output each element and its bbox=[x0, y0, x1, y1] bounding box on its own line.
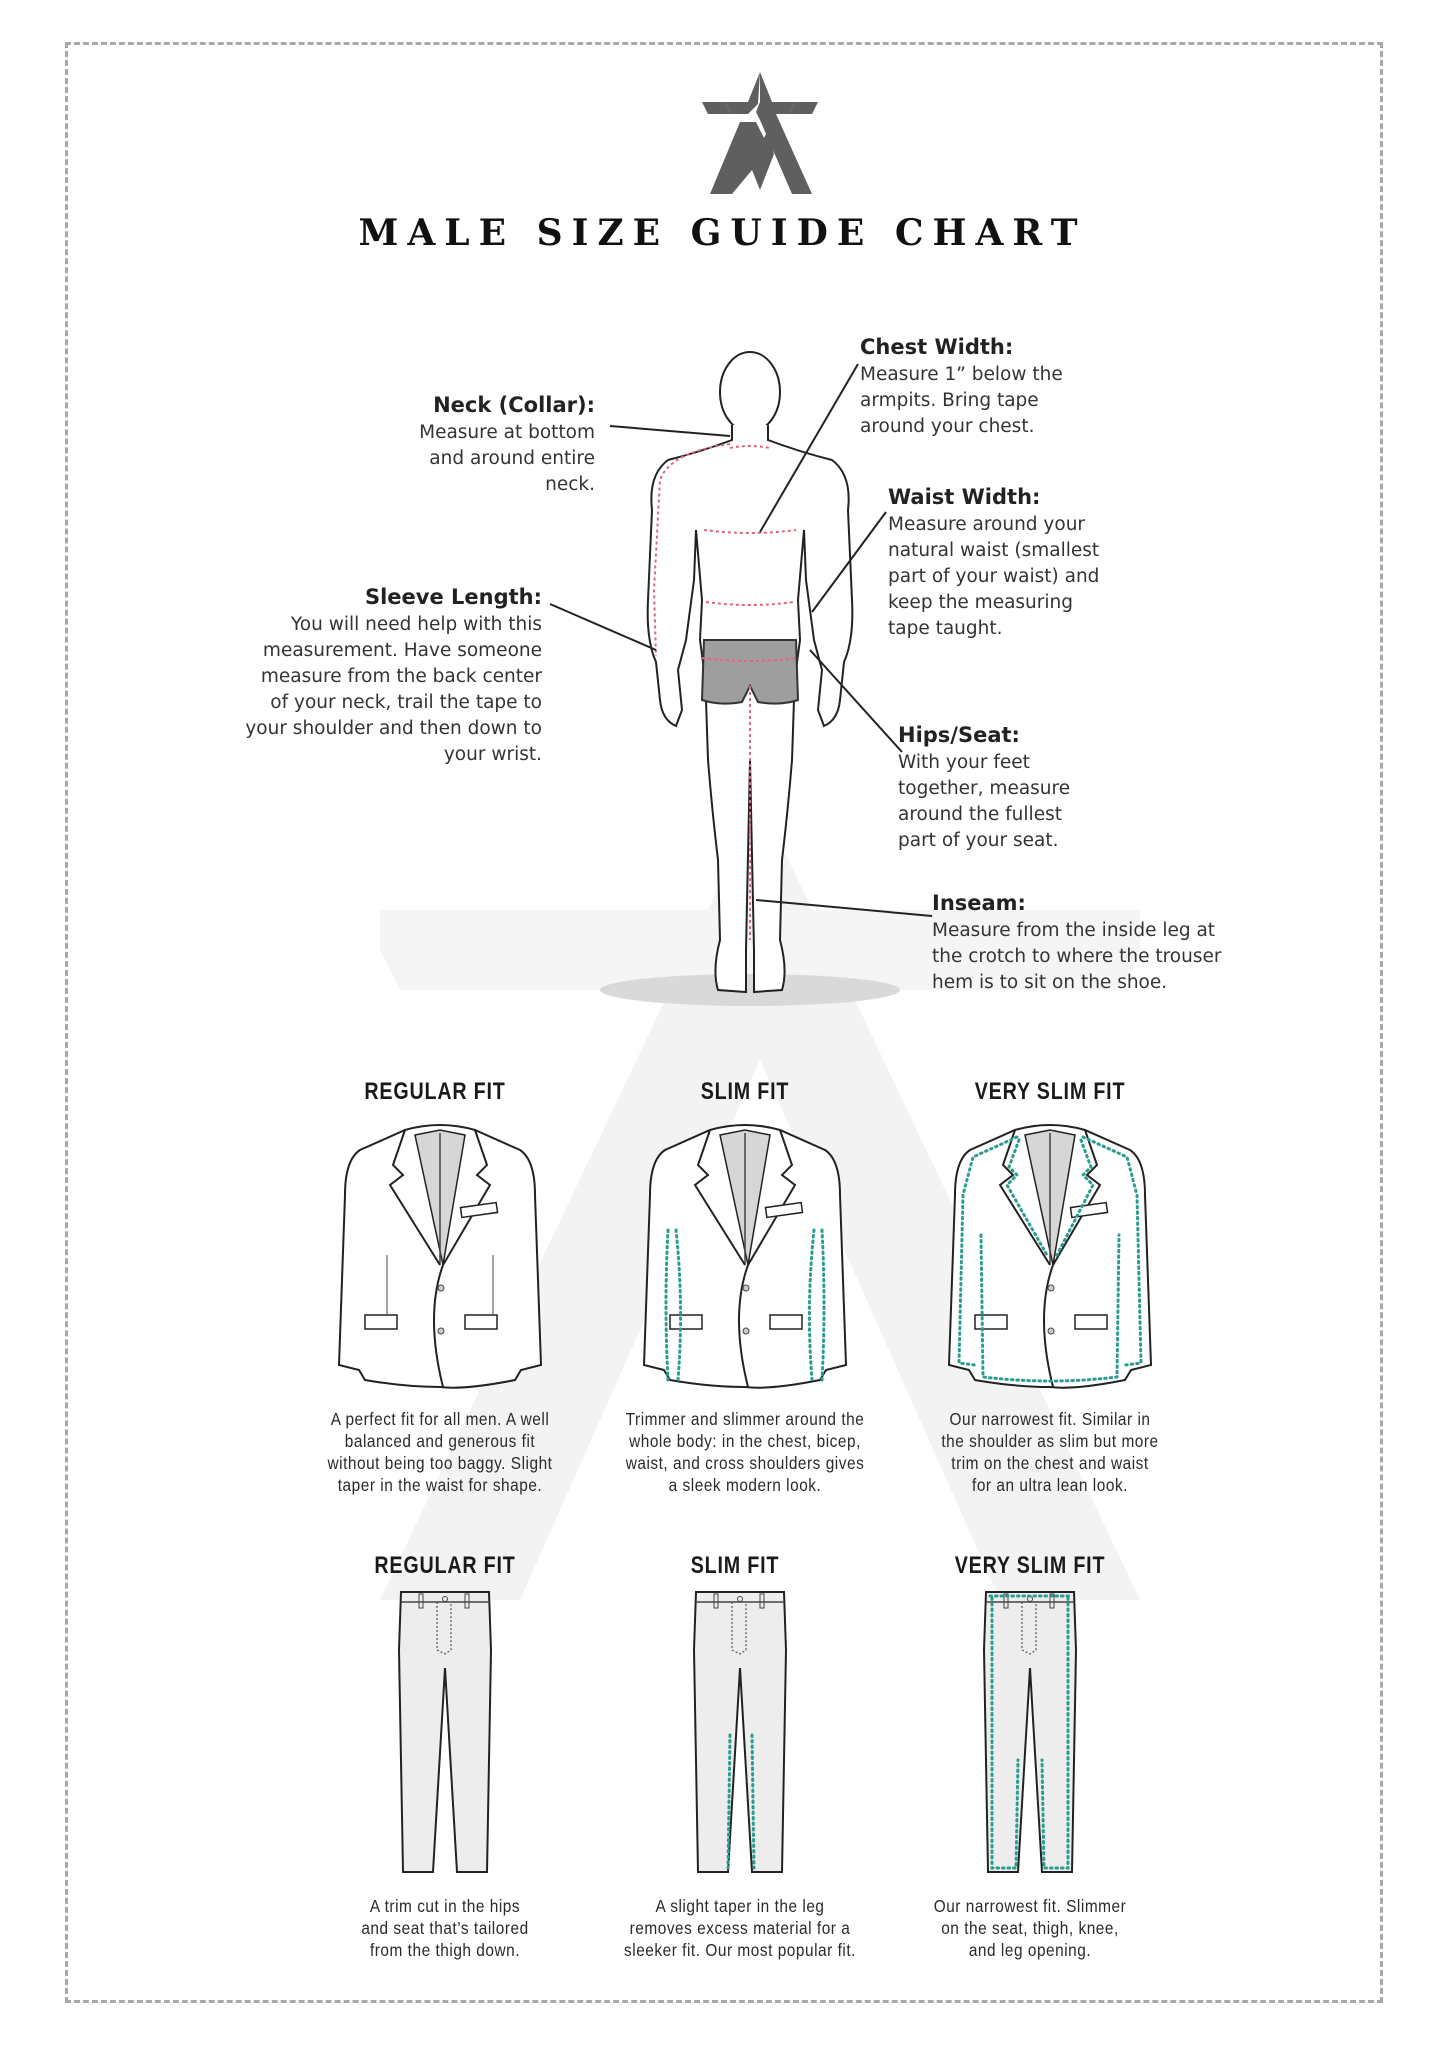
jacket-slim-fit-title: SLIM FIT bbox=[700, 1078, 790, 1105]
callout-hips-seat bbox=[898, 722, 1138, 854]
description-line: on the seat, thigh, knee, bbox=[941, 1918, 1119, 1938]
description-line: waist, and cross shoulders gives bbox=[625, 1453, 865, 1473]
callout-text: part of your seat. bbox=[898, 830, 1059, 851]
jacket-slim-fit-illustration bbox=[640, 1115, 850, 1395]
trouser-slim-fit-illustration bbox=[690, 1590, 790, 1880]
callout-chest-width bbox=[860, 334, 1120, 440]
description-line: A slight taper in the leg bbox=[655, 1896, 825, 1916]
callout-text: armpits. Bring tape bbox=[860, 390, 1039, 411]
callout-text: the crotch to where the trouser bbox=[932, 946, 1222, 967]
callout-heading: Inseam: bbox=[932, 891, 1026, 915]
jacket-very-slim-fit-description bbox=[922, 1408, 1177, 1496]
trouser-very-slim-fit-title: VERY SLIM FIT bbox=[954, 1552, 1106, 1579]
callout-text: You will need help with this bbox=[290, 614, 542, 635]
callout-heading: Waist Width: bbox=[888, 485, 1041, 509]
description-line: balanced and generous fit bbox=[344, 1431, 536, 1451]
description-line: without being too baggy. Slight bbox=[327, 1453, 553, 1473]
callout-heading: Chest Width: bbox=[860, 335, 1014, 359]
callout-text: measure from the back center bbox=[260, 666, 542, 687]
description-line: for an ultra lean look. bbox=[972, 1475, 1128, 1495]
description-line: trim on the chest and waist bbox=[951, 1453, 1149, 1473]
callout-text: hem is to sit on the shoe. bbox=[932, 972, 1168, 993]
jacket-very-slim-fit-title: VERY SLIM FIT bbox=[974, 1078, 1126, 1105]
trouser-very-slim-fit-illustration bbox=[980, 1590, 1080, 1880]
description-line: and leg opening. bbox=[968, 1940, 1092, 1960]
description-line: from the thigh down. bbox=[369, 1940, 521, 1960]
trouser-regular-fit-description bbox=[326, 1895, 564, 1961]
description-line: whole body: in the chest, bicep, bbox=[629, 1431, 861, 1451]
jacket-regular-fit-illustration bbox=[335, 1115, 545, 1395]
callout-heading: Hips/Seat: bbox=[898, 723, 1020, 747]
callout-heading: Sleeve Length: bbox=[364, 585, 542, 609]
callout-text: natural waist (smallest bbox=[888, 540, 1100, 561]
trouser-regular-fit-title: REGULAR FIT bbox=[374, 1552, 516, 1579]
callout-text: your shoulder and then down to bbox=[245, 718, 542, 739]
jacket-regular-fit-title: REGULAR FIT bbox=[364, 1078, 506, 1105]
callout-inseam bbox=[932, 890, 1252, 996]
callout-text: measurement. Have someone bbox=[262, 640, 542, 661]
trouser-slim-fit-title: SLIM FIT bbox=[690, 1552, 780, 1579]
callout-text: Measure at bottom bbox=[419, 422, 595, 443]
callout-text: Measure from the inside leg at bbox=[932, 920, 1216, 941]
trouser-slim-fit-description bbox=[612, 1895, 867, 1961]
callout-text: part of your waist) and bbox=[888, 566, 1100, 587]
jacket-very-slim-fit-illustration bbox=[945, 1115, 1155, 1395]
brand-logo-mountain-icon bbox=[700, 72, 820, 194]
description-line: Our narrowest fit. Similar in bbox=[949, 1409, 1151, 1429]
callout-sleeve-length bbox=[230, 584, 542, 768]
jacket-regular-fit-description bbox=[312, 1408, 567, 1496]
callout-text: of your neck, trail the tape to bbox=[270, 692, 542, 713]
description-line: removes excess material for a bbox=[629, 1918, 851, 1938]
description-line: A perfect fit for all men. A well bbox=[330, 1409, 550, 1429]
description-line: and seat that’s tailored bbox=[361, 1918, 529, 1938]
callout-text: and around entire bbox=[429, 448, 595, 469]
callout-text: Measure around your bbox=[888, 514, 1086, 535]
description-line: a sleek modern look. bbox=[668, 1475, 822, 1495]
callout-heading: Neck (Collar): bbox=[433, 393, 595, 417]
description-line: Our narrowest fit. Slimmer bbox=[933, 1896, 1127, 1916]
description-line: the shoulder as slim but more bbox=[941, 1431, 1159, 1451]
description-line: Trimmer and slimmer around the bbox=[625, 1409, 865, 1429]
callout-neck bbox=[330, 392, 595, 498]
callout-text: together, measure bbox=[898, 778, 1071, 799]
body-measurement-figure bbox=[560, 340, 940, 1020]
description-line: taper in the waist for shape. bbox=[337, 1475, 543, 1495]
callout-text: Measure 1” below the bbox=[860, 364, 1063, 385]
page-title: MALE SIZE GUIDE CHART bbox=[358, 212, 1087, 254]
callout-text: neck. bbox=[545, 474, 595, 495]
callout-text: With your feet bbox=[898, 752, 1030, 773]
description-line: sleeker fit. Our most popular fit. bbox=[624, 1940, 856, 1960]
callout-text: around your chest. bbox=[860, 416, 1035, 437]
description-line: A trim cut in the hips bbox=[369, 1896, 521, 1916]
jacket-slim-fit-description bbox=[617, 1408, 872, 1496]
callout-text: around the fullest bbox=[898, 804, 1062, 825]
callout-text: tape taught. bbox=[888, 618, 1003, 639]
trouser-very-slim-fit-description bbox=[911, 1895, 1149, 1961]
trouser-regular-fit-illustration bbox=[395, 1590, 495, 1880]
callout-text: keep the measuring bbox=[888, 592, 1073, 613]
callout-text: your wrist. bbox=[443, 744, 542, 765]
callout-waist-width bbox=[888, 484, 1148, 642]
